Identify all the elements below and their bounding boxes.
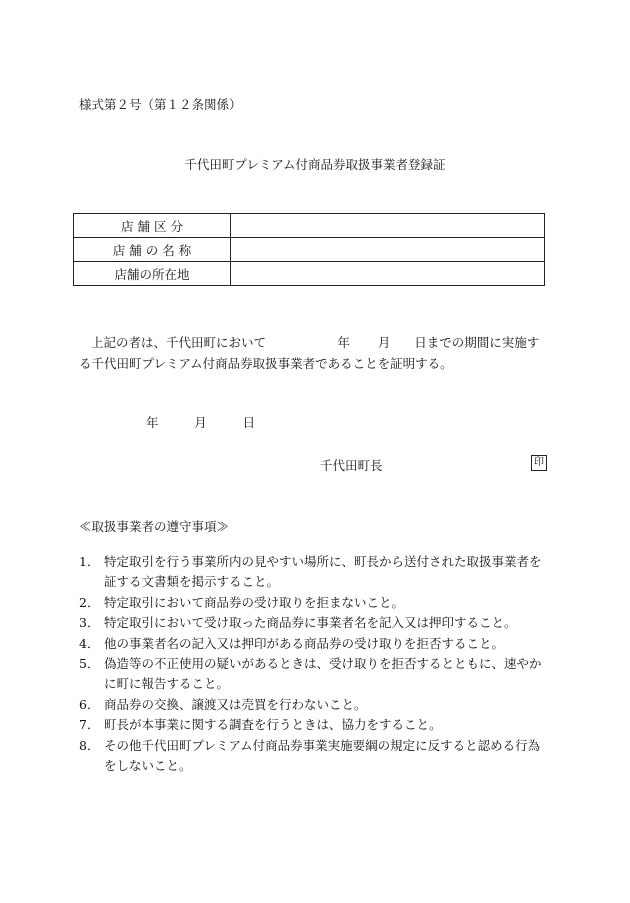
certification-part2: 日までの期間に実施する千代田町プレミアム付商品券取扱事業者であることを証明する。 xyxy=(79,335,540,371)
issuer-name: 千代田町長 xyxy=(320,458,383,473)
table-row xyxy=(74,214,545,238)
rule-text: 特定取引において受け取った商品券に事業者名を記入又は押印すること。 xyxy=(104,615,517,631)
rule-text: 商品券の交換、譲渡又は売買を行わないこと。 xyxy=(104,696,367,712)
issue-date-month: 月 xyxy=(194,415,207,430)
list-item xyxy=(79,715,549,735)
rule-number: 5． xyxy=(79,656,100,672)
store-address-label xyxy=(74,262,231,286)
list-item xyxy=(79,695,549,715)
rule-number: 6． xyxy=(79,696,100,712)
document-title: 千代田町プレミアム付商品券取扱事業者登録証 xyxy=(184,157,446,172)
store-name-label xyxy=(74,238,231,262)
rule-number: 3． xyxy=(79,615,100,631)
certification-year-label: 年 xyxy=(337,335,351,350)
issue-date xyxy=(146,413,255,431)
rules-heading: ≪取扱事業者の遵守事項≫ xyxy=(79,519,230,534)
list-item xyxy=(79,593,549,613)
rule-text: 町長が本事業に関する調査を行うときは、協力をすること。 xyxy=(104,717,442,733)
table-row xyxy=(74,262,545,286)
rule-number: 2． xyxy=(79,594,100,610)
list-item xyxy=(79,736,549,777)
rule-number: 7． xyxy=(79,717,100,733)
certification-text xyxy=(79,332,549,374)
rule-text: 他の事業者名の記入又は押印がある商品券の受け取りを拒否すること。 xyxy=(104,635,505,651)
date-gap xyxy=(207,415,243,430)
store-info-table xyxy=(73,213,545,286)
issue-date-year: 年 xyxy=(146,415,159,430)
rule-text: 特定取引を行う事業所内の見やすい場所に、町長から送付された取扱事業者を証する文書類を掲示すること。 xyxy=(104,554,542,590)
list-item xyxy=(79,552,549,593)
store-category-value[interactable] xyxy=(231,214,545,238)
rule-number: 4． xyxy=(79,635,100,651)
rules-list xyxy=(79,552,549,776)
certification-gap xyxy=(390,335,414,350)
store-category-label xyxy=(74,214,231,238)
store-name-label-text: 店 舗 の 名 称 xyxy=(112,242,192,258)
certification-part1: 上記の者は、千代田町において xyxy=(91,335,267,350)
rule-number: 8． xyxy=(79,737,100,753)
list-item xyxy=(79,613,549,633)
form-number: 様式第２号（第１２条関係） xyxy=(79,97,242,112)
store-category-label-text: 店 舗 区 分 xyxy=(121,218,183,234)
store-name-value[interactable] xyxy=(231,238,545,262)
date-gap xyxy=(159,415,195,430)
rule-text: 偽造等の不正使用の疑いがあるときは、受け取りを拒否するとともに、速やかに町に報告すること。 xyxy=(104,656,542,692)
rule-text: 特定取引において商品券の受け取りを拒まないこと。 xyxy=(104,594,405,610)
certification-gap xyxy=(266,335,338,350)
table-row xyxy=(74,238,545,262)
list-item xyxy=(79,654,549,695)
seal-mark: 印 xyxy=(531,455,547,471)
store-address-value[interactable] xyxy=(231,262,545,286)
rule-text: その他千代田町プレミアム付商品券事業実施要綱の規定に反すると認める行為をしないこと。 xyxy=(104,737,541,774)
list-item xyxy=(79,634,549,654)
rule-number: 1． xyxy=(79,554,100,569)
certification-month-label: 月 xyxy=(377,335,391,350)
certification-gap xyxy=(350,335,378,350)
issue-date-day: 日 xyxy=(242,415,256,430)
store-address-label-text: 店舗の所在地 xyxy=(114,266,190,282)
